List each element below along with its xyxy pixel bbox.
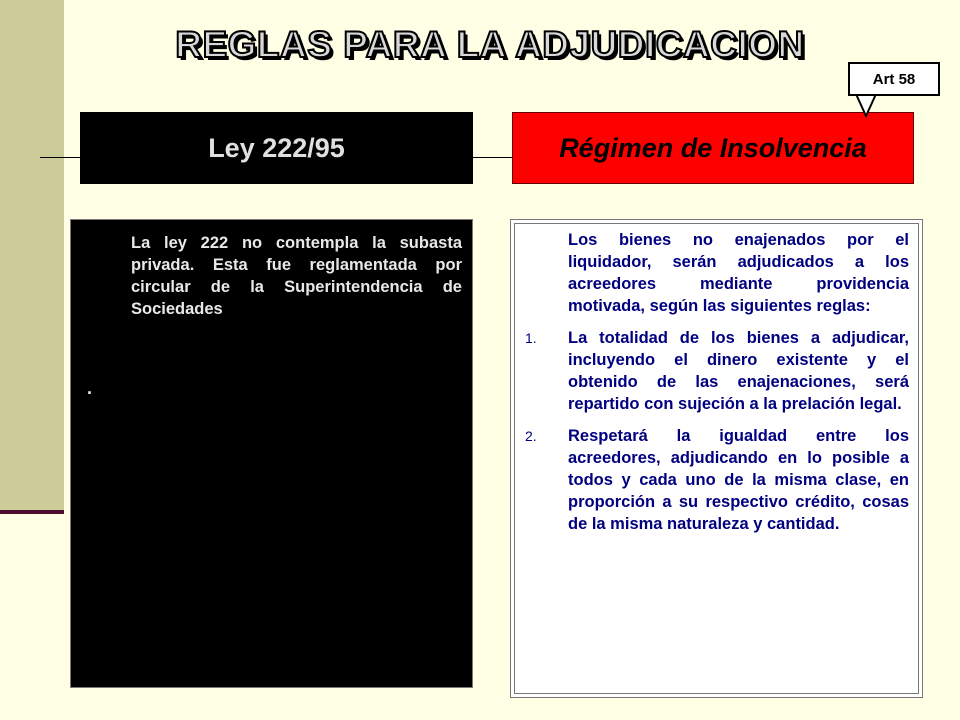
right-content	[521, 229, 909, 545]
rule-number: 1.	[525, 330, 537, 346]
rule-text: Respetará la igualdad entre los acreedores, adjudicando en lo posible a todos y cada uno de la misma clase, en proporción a su respectivo crédito, cosas de la misma naturaleza y cantidad.	[568, 427, 909, 533]
left-text-box	[70, 219, 473, 688]
article-callout: Art 58	[848, 62, 940, 96]
connector-line-left	[40, 157, 80, 158]
right-text-box	[510, 219, 923, 698]
left-bullet: .	[87, 378, 93, 398]
rule-item	[521, 327, 909, 415]
slide-title: REGLAS PARA LA ADJUDICACION	[175, 24, 805, 65]
rule-text: La totalidad de los bienes a adjudicar, incluyendo el dinero existente y el obtenido de las enajenaciones, será repartido con sujeción a la prelación legal.	[568, 329, 909, 413]
left-paragraph: La ley 222 no contempla la subasta privada. Esta fue reglamentada por circular de la Superintendencia de Sociedades	[131, 234, 462, 318]
connector-line-middle	[473, 157, 512, 158]
left-decorative-rule	[0, 510, 64, 514]
rule-number: 2.	[525, 428, 537, 444]
right-intro: Los bienes no enajenados por el liquidador, serán adjudicados a los acreedores mediante providencia motivada, según las siguientes reglas:	[568, 231, 909, 315]
rule-item	[521, 425, 909, 535]
header-ley-222: Ley 222/95	[80, 112, 473, 184]
left-decorative-bar	[0, 0, 64, 512]
header-regimen-insolvencia: Régimen de Insolvencia	[512, 112, 914, 184]
